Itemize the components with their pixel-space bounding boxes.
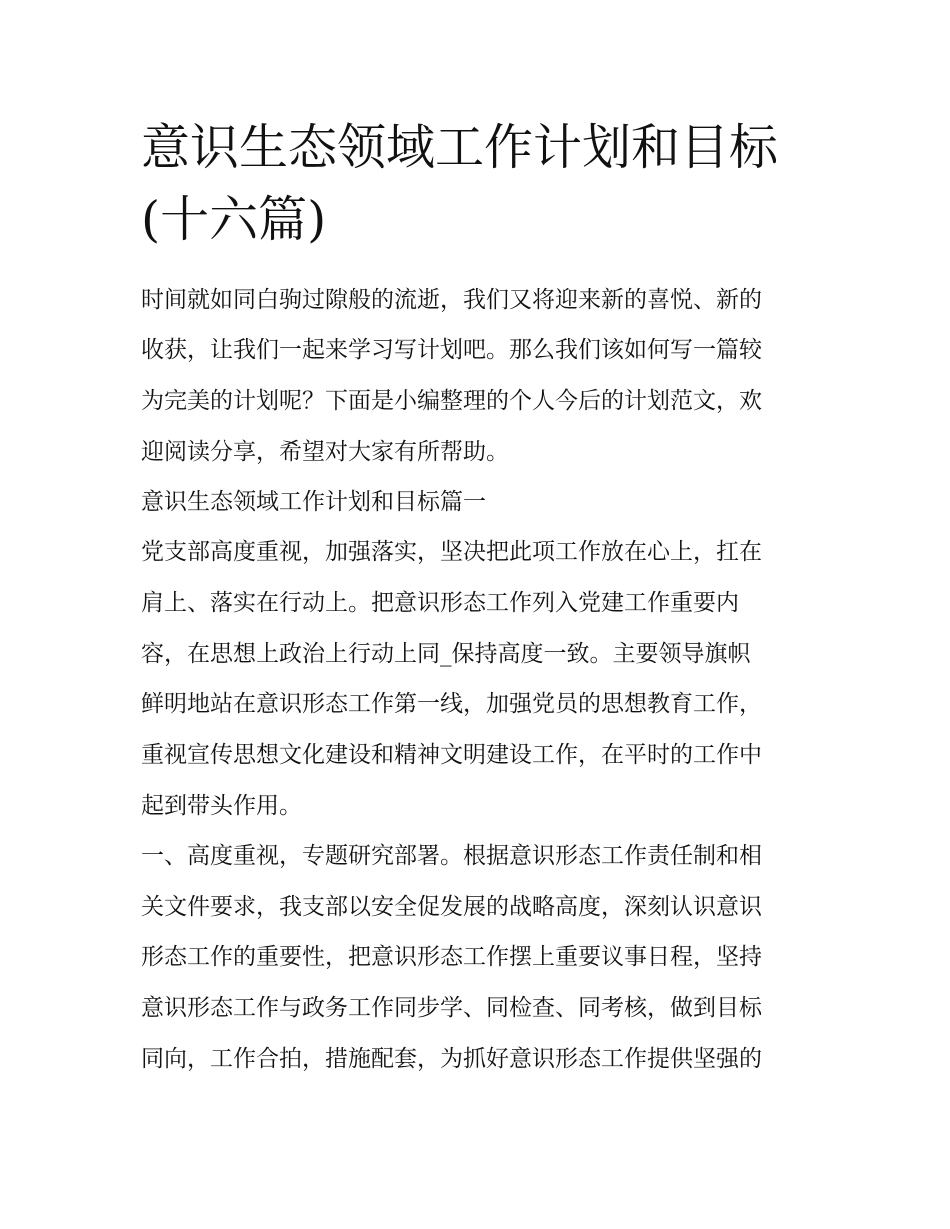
intro-line: 收获，让我们一起来学习写计划吧。那么我们该如何写一篇较 bbox=[141, 337, 762, 363]
intro-line: 时间就如同白驹过隙般的流逝，我们又将迎来新的喜悦、新的 bbox=[141, 287, 762, 313]
intro-line: 为完美的计划呢？下面是小编整理的个人今后的计划范文，欢 bbox=[141, 388, 762, 414]
section-heading: 意识生态领域工作计划和目标篇一 bbox=[141, 489, 486, 515]
paragraph-line: 同向，工作合拍，措施配套，为抓好意识形态工作提供坚强的 bbox=[141, 1046, 762, 1072]
title-line-1: 意识生态领域工作计划和目标 bbox=[141, 119, 779, 176]
paragraph-line: 鲜明地站在意识形态工作第一线，加强党员的思想教育工作， bbox=[141, 691, 762, 717]
paragraph-line: 形态工作的重要性，把意识形态工作摆上重要议事日程，坚持 bbox=[141, 944, 762, 970]
paragraph-line: 党支部高度重视，加强落实，坚决把此项工作放在心上，扛在 bbox=[141, 539, 762, 565]
document-page bbox=[141, 0, 813, 1229]
paragraph-line: 意识形态工作与政务工作同步学、同检查、同考核，做到目标 bbox=[141, 995, 762, 1021]
paragraph-line: 肩上、落实在行动上。把意识形态工作列入党建工作重要内 bbox=[141, 590, 739, 616]
paragraph-line: 关文件要求，我支部以安全促发展的战略高度，深刻认识意识 bbox=[141, 894, 762, 920]
paragraph-line: 起到带头作用。 bbox=[141, 793, 302, 819]
intro-line: 迎阅读分享，希望对大家有所帮助。 bbox=[141, 439, 509, 465]
document-title bbox=[141, 112, 813, 256]
paragraph-line: 重视宣传思想文化建设和精神文明建设工作，在平时的工作中 bbox=[141, 742, 762, 768]
title-line-2: (十六篇) bbox=[141, 191, 327, 248]
paragraph-line: 一、高度重视，专题研究部署。根据意识形态工作责任制和相 bbox=[141, 843, 762, 869]
paragraph-line: 容，在思想上政治上行动上同_保持高度一致。主要领导旗帜 bbox=[141, 641, 751, 667]
